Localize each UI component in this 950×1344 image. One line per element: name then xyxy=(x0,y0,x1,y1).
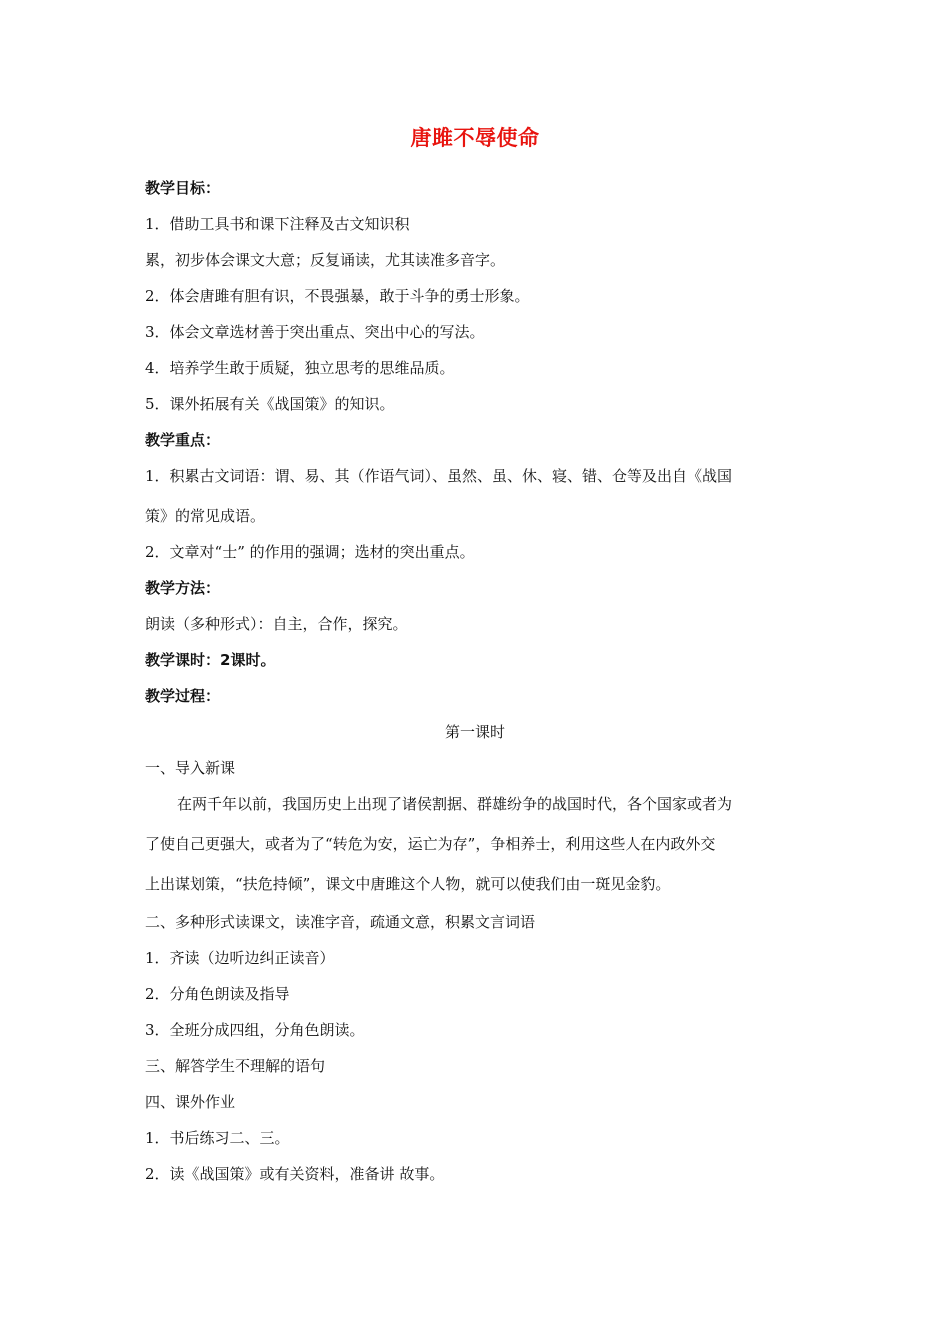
section-heading: 二、多种形式读课文，读准字音，疏通文意，积累文言词语 xyxy=(145,913,536,931)
process-heading: 教学过程： xyxy=(145,687,221,705)
section-heading: 一、导入新课 xyxy=(145,759,236,777)
list-item: 1．齐读（边听边纠正读音） xyxy=(145,949,335,967)
document-title: 唐雎不辱使命 xyxy=(410,126,540,150)
method-text: 朗读（多种形式）：自主，合作，探究。 xyxy=(145,615,408,633)
method-heading: 教学方法： xyxy=(145,579,221,597)
key-points-heading: 教学重点： xyxy=(145,431,221,449)
paragraph-line: 在两千年以前，我国历史上出现了诸侯割据、群雄纷争的战国时代，各个国家或者为 xyxy=(177,795,733,813)
objectives-heading: 教学目标： xyxy=(145,179,221,197)
objective-item: 4．培养学生敢于质疑，独立思考的思维品质。 xyxy=(145,359,455,377)
key-point-item: 策》的常见成语。 xyxy=(145,507,266,525)
objective-item: 5．课外拓展有关《战国策》的知识。 xyxy=(145,395,395,413)
paragraph-line: 了使自己更强大，或者为了“转危为安，运亡为存”，争相养士，利用这些人在内政外交 xyxy=(145,835,716,853)
paragraph-line: 上出谋划策，“扶危持倾”，课文中唐雎这个人物，就可以使我们由一斑见金豹。 xyxy=(145,875,671,893)
session-title: 第一课时 xyxy=(444,723,505,741)
section-heading: 四、课外作业 xyxy=(145,1093,236,1111)
hours-text: 教学课时：2课时。 xyxy=(145,651,276,669)
objective-item: 3．体会文章选材善于突出重点、突出中心的写法。 xyxy=(145,323,485,341)
list-item: 3．全班分成四组，分角色朗读。 xyxy=(145,1021,365,1039)
key-point-item: 2．文章对“士” 的作用的强调；选材的突出重点。 xyxy=(145,543,475,561)
objective-item: 2．体会唐雎有胆有识，不畏强暴，敢于斗争的勇士形象。 xyxy=(145,287,530,305)
objective-item: 累，初步体会课文大意；反复诵读，尤其读准多音字。 xyxy=(145,251,506,269)
list-item: 1．书后练习二、三。 xyxy=(145,1129,290,1147)
key-point-item: 1．积累古文词语：谓、易、其（作语气词）、虽然、虽、休、寝、错、仓等及出自《战国 xyxy=(145,467,733,485)
list-item: 2．分角色朗读及指导 xyxy=(145,985,290,1003)
section-heading: 三、解答学生不理解的语句 xyxy=(145,1057,326,1075)
list-item: 2．读《战国策》或有关资料，准备讲 故事。 xyxy=(145,1165,445,1183)
objective-item: 1．借助工具书和课下注释及古文知识积 xyxy=(145,215,410,233)
